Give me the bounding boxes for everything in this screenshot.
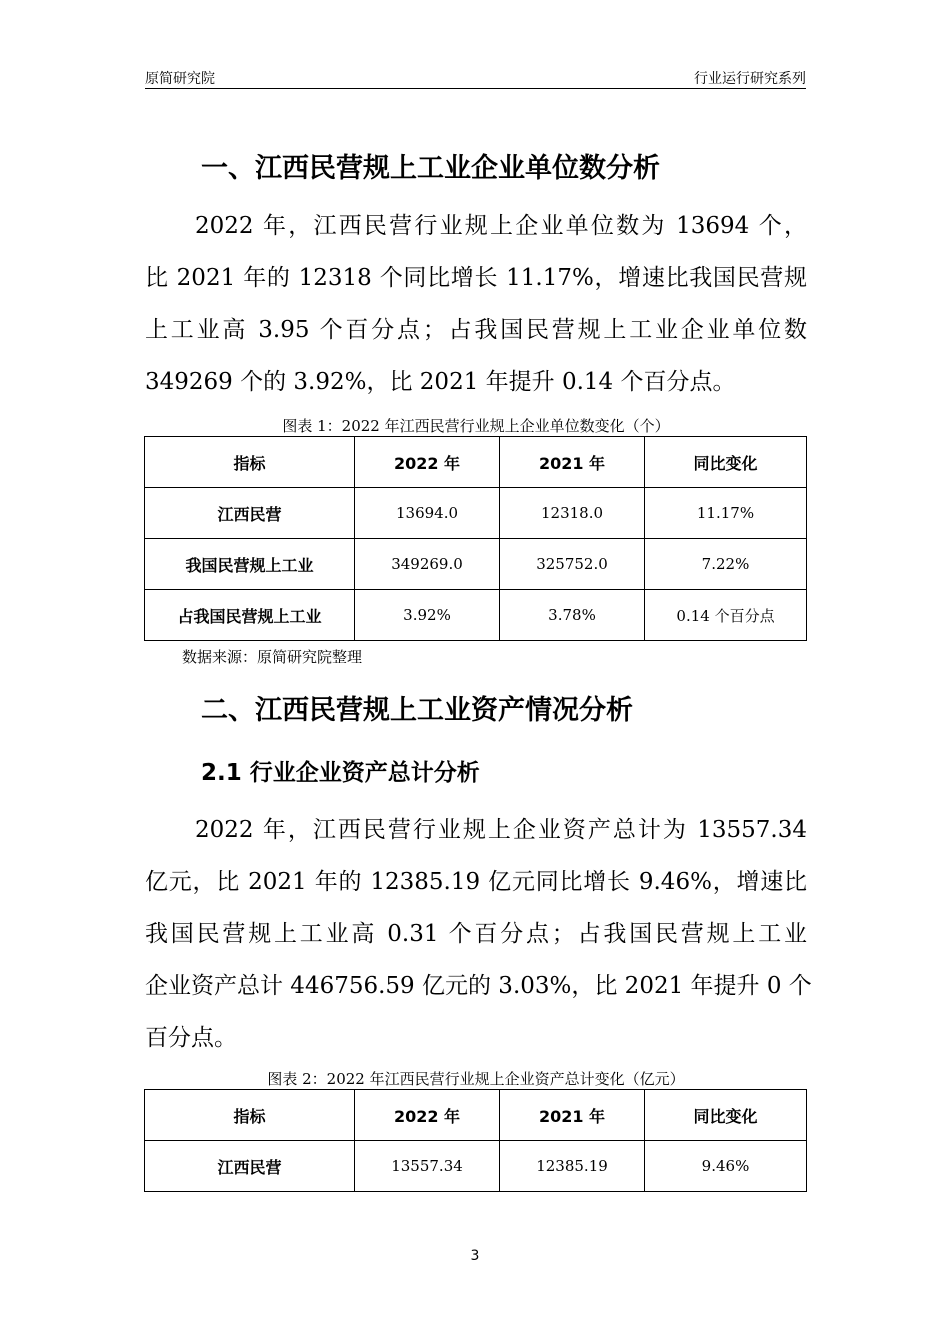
table-cell: 7.22% bbox=[645, 539, 807, 590]
table-cell: 9.46% bbox=[645, 1141, 807, 1192]
section2-title: 二、江西民营规上工业资产情况分析 bbox=[201, 695, 633, 726]
table-cell: 12318.0 bbox=[500, 488, 645, 539]
paragraph-line: 2022 年，江西民营行业规上企业资产总计为 13557.34 bbox=[195, 817, 807, 843]
paragraph-line: 上工业高 3.95 个百分点；占我国民营规上工业企业单位数 bbox=[145, 317, 807, 343]
table-header-row bbox=[145, 437, 807, 488]
table-row bbox=[145, 1141, 807, 1192]
table-cell: 3.78% bbox=[500, 590, 645, 641]
paragraph-line: 我国民营规上工业高 0.31 个百分点；占我国民营规上工业 bbox=[145, 921, 807, 947]
section2-paragraph bbox=[145, 804, 812, 1064]
section2-subtitle: 2.1 行业企业资产总计分析 bbox=[201, 760, 480, 786]
table-cell: 325752.0 bbox=[500, 539, 645, 590]
table-row bbox=[145, 488, 807, 539]
section1-paragraph bbox=[145, 200, 807, 408]
page-header bbox=[145, 66, 806, 89]
table-cell: 0.14 个百分点 bbox=[645, 590, 807, 641]
table-row-label: 江西民营 bbox=[145, 1141, 355, 1192]
paragraph-line: 企业资产总计 446756.59 亿元的 3.03%，比 2021 年提升 0 个 bbox=[145, 973, 812, 999]
header-series-name: 行业运行研究系列 bbox=[694, 71, 806, 87]
table-cell: 3.92% bbox=[355, 590, 500, 641]
table-header-row bbox=[145, 1090, 807, 1141]
page-number: 3 bbox=[470, 1248, 480, 1264]
table1-caption: 图表 1：2022 年江西民营行业规上企业单位数变化（个） bbox=[282, 417, 670, 435]
paragraph-line: 亿元，比 2021 年的 12385.19 亿元同比增长 9.46%，增速比 bbox=[145, 869, 807, 895]
table-header-cell: 同比变化 bbox=[645, 1090, 807, 1141]
table-row-label: 占我国民营规上工业 bbox=[145, 590, 355, 641]
table-header-cell: 2021 年 bbox=[500, 437, 645, 488]
table-header-cell: 2021 年 bbox=[500, 1090, 645, 1141]
table-row bbox=[145, 590, 807, 641]
table-cell: 11.17% bbox=[645, 488, 807, 539]
table-header-cell: 指标 bbox=[145, 1090, 355, 1141]
table-row-label: 江西民营 bbox=[145, 488, 355, 539]
table2-caption: 图表 2：2022 年江西民营行业规上企业资产总计变化（亿元） bbox=[267, 1070, 685, 1088]
table-cell: 349269.0 bbox=[355, 539, 500, 590]
table1 bbox=[144, 436, 807, 641]
table-cell: 13694.0 bbox=[355, 488, 500, 539]
table-header-cell: 指标 bbox=[145, 437, 355, 488]
header-org-name: 原简研究院 bbox=[145, 71, 215, 87]
table-header-cell: 2022 年 bbox=[355, 1090, 500, 1141]
table1-source: 数据来源：原简研究院整理 bbox=[182, 648, 363, 666]
table-cell: 13557.34 bbox=[355, 1141, 500, 1192]
paragraph-line: 比 2021 年的 12318 个同比增长 11.17%，增速比我国民营规 bbox=[145, 265, 807, 291]
table-header-cell: 2022 年 bbox=[355, 437, 500, 488]
paragraph-line: 2022 年，江西民营行业规上企业单位数为 13694 个， bbox=[195, 213, 807, 239]
table2 bbox=[144, 1089, 807, 1192]
paragraph-line: 349269 个的 3.92%，比 2021 年提升 0.14 个百分点。 bbox=[145, 369, 736, 395]
section1-title: 一、江西民营规上工业企业单位数分析 bbox=[201, 153, 660, 184]
table-cell: 12385.19 bbox=[500, 1141, 645, 1192]
table-header-cell: 同比变化 bbox=[645, 437, 807, 488]
table-row-label: 我国民营规上工业 bbox=[145, 539, 355, 590]
table-row bbox=[145, 539, 807, 590]
paragraph-line: 百分点。 bbox=[145, 1025, 237, 1051]
